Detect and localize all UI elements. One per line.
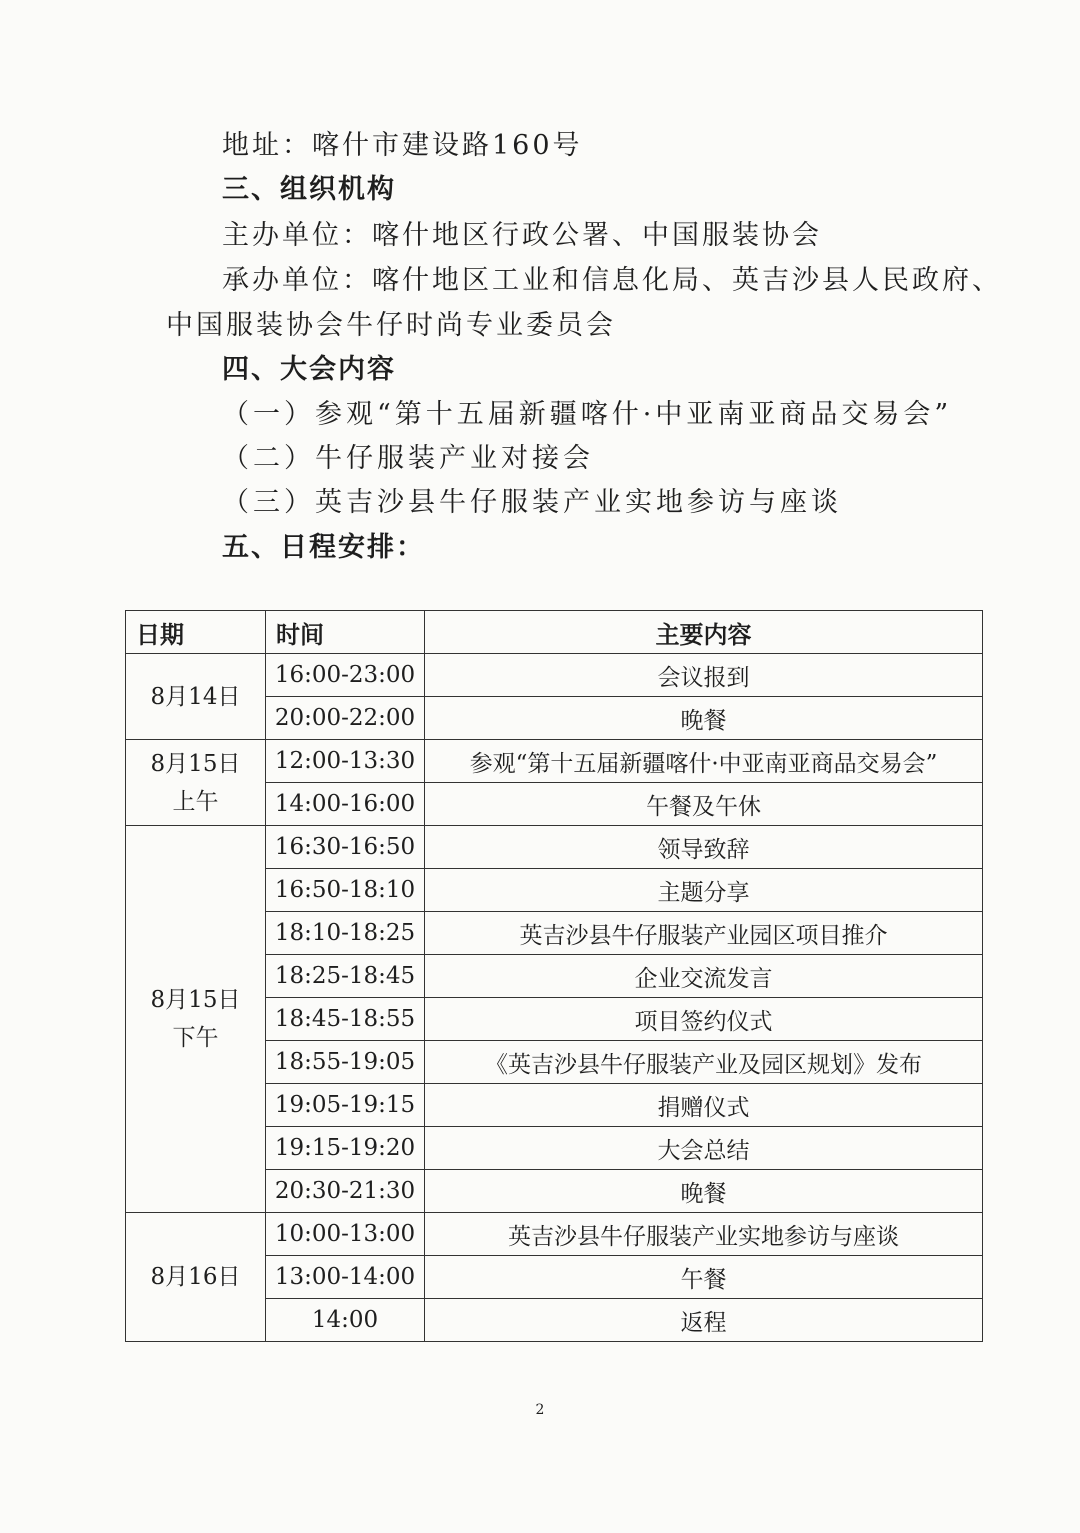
time-cell: 12:00-13:30	[266, 740, 425, 783]
organizer-line-2: 中国服装协会牛仔时尚专业委员会	[166, 310, 616, 341]
time-cell: 19:05-19:15	[266, 1084, 425, 1127]
time-cell: 13:00-14:00	[266, 1256, 425, 1299]
time-cell: 18:45-18:55	[266, 998, 425, 1041]
time-cell: 16:50-18:10	[266, 869, 425, 912]
header-time: 时间	[266, 611, 425, 654]
content-cell: 会议报到	[425, 654, 983, 697]
date-text: 8月15日	[150, 750, 241, 777]
content-cell: 午餐及午休	[425, 783, 983, 826]
time-cell: 18:25-18:45	[266, 955, 425, 998]
address-line: 地址：喀什市建设路160号	[222, 130, 583, 161]
time-cell: 20:00-22:00	[266, 697, 425, 740]
date-period-text: 上午	[172, 788, 219, 815]
section-title-content: 四、大会内容	[222, 354, 396, 385]
time-cell: 19:15-19:20	[266, 1127, 425, 1170]
time-cell: 20:30-21:30	[266, 1170, 425, 1213]
header-content: 主要内容	[425, 611, 983, 654]
content-cell: 英吉沙县牛仔服装产业实地参访与座谈	[425, 1213, 983, 1256]
time-cell: 14:00	[266, 1299, 425, 1342]
table-row	[126, 826, 983, 869]
time-cell: 18:55-19:05	[266, 1041, 425, 1084]
page-number: 2	[535, 1402, 545, 1418]
table-row	[126, 740, 983, 783]
content-cell: 参观“第十五届新疆喀什·中亚南亚商品交易会”	[425, 740, 983, 783]
date-text: 8月16日	[150, 1264, 241, 1290]
content-item-1: （一）参观“第十五届新疆喀什·中亚南亚商品交易会”	[222, 399, 953, 430]
host-line: 主办单位：喀什地区行政公署、中国服装协会	[222, 220, 822, 251]
content-cell: 返程	[425, 1299, 983, 1342]
content-cell: 捐赠仪式	[425, 1084, 983, 1127]
table-row	[126, 1213, 983, 1256]
date-cell	[126, 1213, 266, 1342]
section-title-schedule: 五、日程安排：	[222, 532, 425, 563]
content-cell: 项目签约仪式	[425, 998, 983, 1041]
content-cell: 企业交流发言	[425, 955, 983, 998]
content-cell: 大会总结	[425, 1127, 983, 1170]
content-cell: 晚餐	[425, 1170, 983, 1213]
time-cell: 16:00-23:00	[266, 654, 425, 697]
header-date: 日期	[126, 611, 266, 654]
content-cell: 领导致辞	[425, 826, 983, 869]
content-item-2: （二）牛仔服装产业对接会	[222, 443, 594, 474]
schedule-table	[125, 610, 983, 1342]
content-item-3: （三）英吉沙县牛仔服装产业实地参访与座谈	[222, 487, 842, 518]
organizer-line-1: 承办单位：喀什地区工业和信息化局、英吉沙县人民政府、	[222, 265, 1002, 296]
section-title-organization: 三、组织机构	[222, 174, 396, 205]
date-cell	[126, 654, 266, 740]
time-cell: 10:00-13:00	[266, 1213, 425, 1256]
table-row	[126, 654, 983, 697]
date-cell	[126, 826, 266, 1213]
table-header-row	[126, 611, 983, 654]
content-cell: 晚餐	[425, 697, 983, 740]
content-cell: 午餐	[425, 1256, 983, 1299]
time-cell: 18:10-18:25	[266, 912, 425, 955]
date-cell	[126, 740, 266, 826]
time-cell: 16:30-16:50	[266, 826, 425, 869]
content-cell: 主题分享	[425, 869, 983, 912]
content-cell: 《英吉沙县牛仔服装产业及园区规划》发布	[425, 1041, 983, 1084]
content-cell: 英吉沙县牛仔服装产业园区项目推介	[425, 912, 983, 955]
time-cell: 14:00-16:00	[266, 783, 425, 826]
date-period-text: 下午	[172, 1025, 219, 1051]
date-text: 8月14日	[150, 683, 241, 710]
date-text: 8月15日	[150, 987, 241, 1013]
